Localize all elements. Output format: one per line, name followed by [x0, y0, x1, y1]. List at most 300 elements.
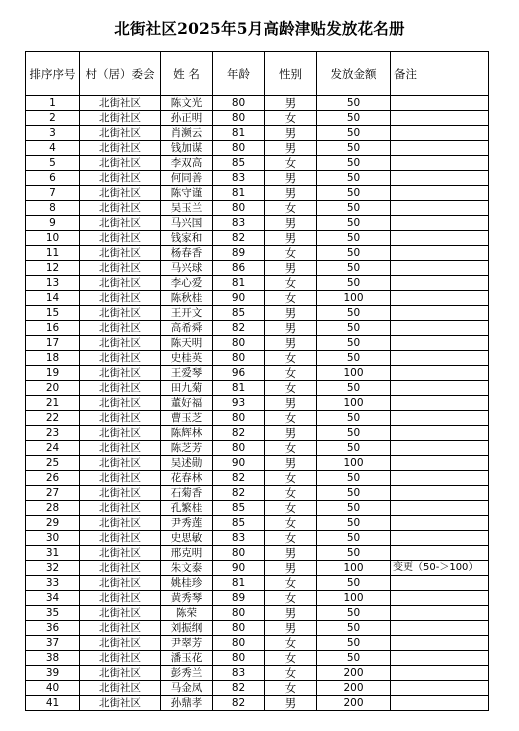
table-row: [26, 321, 489, 336]
cell-index: 31: [26, 546, 80, 561]
cell-age: 81: [213, 276, 265, 291]
cell-index: 19: [26, 366, 80, 381]
cell-committee: 北街社区: [80, 366, 161, 381]
table-row: [26, 441, 489, 456]
cell-name: 石菊香: [161, 486, 213, 501]
table-row: [26, 636, 489, 651]
cell-age: 81: [213, 576, 265, 591]
cell-remarks: [391, 471, 489, 486]
table-row: [26, 351, 489, 366]
cell-name: 肖濒云: [161, 126, 213, 141]
table-row: [26, 366, 489, 381]
cell-committee: 北街社区: [80, 141, 161, 156]
cell-name: 尹翠芳: [161, 636, 213, 651]
cell-gender: 女: [265, 351, 317, 366]
table-row: [26, 696, 489, 711]
cell-name: 陈文光: [161, 96, 213, 111]
cell-remarks: [391, 546, 489, 561]
cell-remarks: [391, 261, 489, 276]
cell-index: 22: [26, 411, 80, 426]
cell-remarks: [391, 216, 489, 231]
cell-name: 高希舜: [161, 321, 213, 336]
cell-index: 21: [26, 396, 80, 411]
cell-gender: 男: [265, 96, 317, 111]
cell-remarks: [391, 651, 489, 666]
table-row: [26, 546, 489, 561]
cell-committee: 北街社区: [80, 696, 161, 711]
cell-remarks: [391, 96, 489, 111]
cell-gender: 女: [265, 276, 317, 291]
cell-committee: 北街社区: [80, 501, 161, 516]
cell-age: 82: [213, 486, 265, 501]
cell-gender: 女: [265, 651, 317, 666]
cell-amount: 50: [317, 321, 391, 336]
table-row: [26, 141, 489, 156]
cell-name: 史思敏: [161, 531, 213, 546]
cell-name: 朱文泰: [161, 561, 213, 576]
cell-name: 邢克明: [161, 546, 213, 561]
cell-amount: 50: [317, 486, 391, 501]
cell-gender: 女: [265, 246, 317, 261]
cell-index: 39: [26, 666, 80, 681]
cell-age: 81: [213, 381, 265, 396]
cell-committee: 北街社区: [80, 351, 161, 366]
cell-name: 陈天明: [161, 336, 213, 351]
cell-remarks: [391, 381, 489, 396]
cell-age: 85: [213, 516, 265, 531]
cell-amount: 50: [317, 336, 391, 351]
cell-gender: 女: [265, 471, 317, 486]
cell-remarks: [391, 141, 489, 156]
cell-committee: 北街社区: [80, 636, 161, 651]
cell-remarks: [391, 531, 489, 546]
cell-committee: 北街社区: [80, 246, 161, 261]
table-row: [26, 231, 489, 246]
cell-name: 孙正明: [161, 111, 213, 126]
cell-age: 80: [213, 636, 265, 651]
cell-index: 2: [26, 111, 80, 126]
cell-gender: 女: [265, 531, 317, 546]
cell-name: 董好福: [161, 396, 213, 411]
cell-gender: 男: [265, 126, 317, 141]
table-row: [26, 606, 489, 621]
cell-gender: 男: [265, 141, 317, 156]
table-row: [26, 666, 489, 681]
cell-index: 4: [26, 141, 80, 156]
cell-age: 83: [213, 171, 265, 186]
table-row: [26, 576, 489, 591]
cell-name: 黄秀琴: [161, 591, 213, 606]
allowance-table: [25, 51, 489, 711]
cell-index: 13: [26, 276, 80, 291]
cell-name: 史桂英: [161, 351, 213, 366]
cell-name: 陈辉林: [161, 426, 213, 441]
cell-index: 9: [26, 216, 80, 231]
cell-age: 86: [213, 261, 265, 276]
table-row: [26, 156, 489, 171]
cell-amount: 50: [317, 411, 391, 426]
cell-index: 23: [26, 426, 80, 441]
cell-remarks: [391, 186, 489, 201]
cell-name: 马金凤: [161, 681, 213, 696]
cell-committee: 北街社区: [80, 336, 161, 351]
column-header-remarks: 备注: [391, 52, 489, 96]
cell-name: 马兴球: [161, 261, 213, 276]
cell-committee: 北街社区: [80, 621, 161, 636]
cell-age: 80: [213, 201, 265, 216]
cell-committee: 北街社区: [80, 111, 161, 126]
cell-age: 82: [213, 321, 265, 336]
cell-name: 刘振纲: [161, 621, 213, 636]
cell-gender: 男: [265, 606, 317, 621]
cell-gender: 男: [265, 396, 317, 411]
cell-gender: 女: [265, 486, 317, 501]
table-row: [26, 681, 489, 696]
table-row: [26, 276, 489, 291]
cell-age: 80: [213, 111, 265, 126]
cell-remarks: [391, 156, 489, 171]
cell-gender: 男: [265, 231, 317, 246]
cell-amount: 100: [317, 561, 391, 576]
cell-age: 80: [213, 621, 265, 636]
cell-index: 5: [26, 156, 80, 171]
cell-committee: 北街社区: [80, 426, 161, 441]
cell-gender: 女: [265, 681, 317, 696]
cell-amount: 50: [317, 186, 391, 201]
table-row: [26, 246, 489, 261]
cell-gender: 女: [265, 366, 317, 381]
cell-committee: 北街社区: [80, 291, 161, 306]
cell-index: 8: [26, 201, 80, 216]
cell-index: 7: [26, 186, 80, 201]
cell-name: 孔繁桂: [161, 501, 213, 516]
cell-index: 11: [26, 246, 80, 261]
cell-name: 尹秀莲: [161, 516, 213, 531]
cell-index: 32: [26, 561, 80, 576]
cell-age: 80: [213, 411, 265, 426]
cell-committee: 北街社区: [80, 516, 161, 531]
cell-committee: 北街社区: [80, 681, 161, 696]
cell-index: 34: [26, 591, 80, 606]
cell-committee: 北街社区: [80, 216, 161, 231]
cell-age: 82: [213, 426, 265, 441]
cell-gender: 男: [265, 621, 317, 636]
cell-amount: 50: [317, 351, 391, 366]
cell-remarks: [391, 171, 489, 186]
cell-gender: 男: [265, 456, 317, 471]
cell-name: 田九菊: [161, 381, 213, 396]
table-row: [26, 516, 489, 531]
cell-gender: 女: [265, 591, 317, 606]
cell-committee: 北街社区: [80, 201, 161, 216]
column-header-amount: 发放金额: [317, 52, 391, 96]
cell-remarks: [391, 681, 489, 696]
cell-name: 彭秀兰: [161, 666, 213, 681]
cell-gender: 男: [265, 186, 317, 201]
cell-name: 花春林: [161, 471, 213, 486]
cell-index: 25: [26, 456, 80, 471]
cell-age: 81: [213, 186, 265, 201]
table-row: [26, 171, 489, 186]
cell-remarks: [391, 591, 489, 606]
cell-amount: 50: [317, 531, 391, 546]
cell-name: 陈守谨: [161, 186, 213, 201]
cell-name: 李双高: [161, 156, 213, 171]
cell-amount: 100: [317, 291, 391, 306]
cell-index: 41: [26, 696, 80, 711]
cell-index: 28: [26, 501, 80, 516]
cell-remarks: [391, 321, 489, 336]
cell-remarks: [391, 201, 489, 216]
cell-name: 孙鼎孝: [161, 696, 213, 711]
cell-name: 陈荣: [161, 606, 213, 621]
cell-name: 吴玉兰: [161, 201, 213, 216]
cell-gender: 男: [265, 336, 317, 351]
cell-index: 16: [26, 321, 80, 336]
cell-age: 83: [213, 531, 265, 546]
cell-name: 王开文: [161, 306, 213, 321]
cell-remarks: [391, 411, 489, 426]
cell-committee: 北街社区: [80, 666, 161, 681]
cell-gender: 男: [265, 546, 317, 561]
cell-amount: 50: [317, 216, 391, 231]
cell-gender: 女: [265, 666, 317, 681]
cell-amount: 50: [317, 306, 391, 321]
cell-gender: 男: [265, 261, 317, 276]
cell-committee: 北街社区: [80, 411, 161, 426]
cell-index: 30: [26, 531, 80, 546]
cell-amount: 50: [317, 441, 391, 456]
cell-remarks: [391, 576, 489, 591]
cell-name: 马兴国: [161, 216, 213, 231]
cell-age: 93: [213, 396, 265, 411]
cell-name: 钱家和: [161, 231, 213, 246]
cell-committee: 北街社区: [80, 441, 161, 456]
table-row: [26, 651, 489, 666]
cell-age: 80: [213, 606, 265, 621]
cell-remarks: [391, 636, 489, 651]
cell-amount: 50: [317, 171, 391, 186]
table-row: [26, 411, 489, 426]
cell-remarks: [391, 126, 489, 141]
cell-age: 82: [213, 696, 265, 711]
cell-remarks: [391, 696, 489, 711]
cell-gender: 男: [265, 696, 317, 711]
cell-committee: 北街社区: [80, 396, 161, 411]
table-row: [26, 216, 489, 231]
column-header-name: 姓 名: [161, 52, 213, 96]
table-row: [26, 396, 489, 411]
cell-committee: 北街社区: [80, 96, 161, 111]
cell-name: 陈秋桂: [161, 291, 213, 306]
cell-remarks: [391, 516, 489, 531]
cell-name: 杨春香: [161, 246, 213, 261]
cell-remarks: [391, 426, 489, 441]
cell-index: 3: [26, 126, 80, 141]
cell-gender: 女: [265, 381, 317, 396]
table-row: [26, 486, 489, 501]
cell-committee: 北街社区: [80, 231, 161, 246]
cell-remarks: [391, 606, 489, 621]
cell-amount: 50: [317, 276, 391, 291]
cell-age: 80: [213, 141, 265, 156]
cell-amount: 50: [317, 261, 391, 276]
cell-gender: 男: [265, 561, 317, 576]
page-title: 北街社区2025年5月高龄津贴发放花名册: [114, 19, 405, 38]
cell-amount: 50: [317, 621, 391, 636]
table-row: [26, 291, 489, 306]
cell-amount: 50: [317, 546, 391, 561]
table-row: [26, 456, 489, 471]
table-row: [26, 531, 489, 546]
cell-gender: 男: [265, 171, 317, 186]
cell-gender: 男: [265, 321, 317, 336]
cell-gender: 女: [265, 411, 317, 426]
cell-age: 81: [213, 126, 265, 141]
cell-gender: 女: [265, 156, 317, 171]
column-header-committee: 村（居）委会: [80, 52, 161, 96]
cell-index: 6: [26, 171, 80, 186]
cell-amount: 50: [317, 426, 391, 441]
cell-amount: 50: [317, 111, 391, 126]
cell-amount: 50: [317, 201, 391, 216]
cell-remarks: [391, 231, 489, 246]
cell-age: 82: [213, 231, 265, 246]
table-row: [26, 591, 489, 606]
cell-index: 12: [26, 261, 80, 276]
cell-committee: 北街社区: [80, 186, 161, 201]
cell-committee: 北街社区: [80, 276, 161, 291]
cell-age: 85: [213, 306, 265, 321]
cell-remarks: [391, 306, 489, 321]
cell-committee: 北街社区: [80, 531, 161, 546]
cell-amount: 50: [317, 381, 391, 396]
table-row: [26, 96, 489, 111]
cell-remarks: 变更（50-＞100）: [391, 561, 489, 576]
cell-amount: 50: [317, 96, 391, 111]
cell-index: 29: [26, 516, 80, 531]
cell-gender: 女: [265, 636, 317, 651]
cell-index: 38: [26, 651, 80, 666]
cell-index: 33: [26, 576, 80, 591]
cell-remarks: [391, 351, 489, 366]
cell-index: 24: [26, 441, 80, 456]
cell-index: 15: [26, 306, 80, 321]
cell-remarks: [391, 441, 489, 456]
cell-amount: 50: [317, 471, 391, 486]
table-row: [26, 261, 489, 276]
cell-committee: 北街社区: [80, 321, 161, 336]
cell-amount: 50: [317, 141, 391, 156]
cell-remarks: [391, 456, 489, 471]
cell-committee: 北街社区: [80, 171, 161, 186]
cell-amount: 100: [317, 396, 391, 411]
cell-age: 90: [213, 561, 265, 576]
table-row: [26, 426, 489, 441]
column-header-index: 排序序号: [26, 52, 80, 96]
cell-amount: 50: [317, 156, 391, 171]
cell-remarks: [391, 501, 489, 516]
cell-age: 90: [213, 456, 265, 471]
cell-index: 1: [26, 96, 80, 111]
cell-age: 83: [213, 666, 265, 681]
cell-age: 85: [213, 156, 265, 171]
table-row: [26, 471, 489, 486]
cell-age: 83: [213, 216, 265, 231]
cell-name: 姚桂珍: [161, 576, 213, 591]
cell-remarks: [391, 276, 489, 291]
cell-name: 曹玉芝: [161, 411, 213, 426]
cell-amount: 50: [317, 576, 391, 591]
cell-amount: 100: [317, 456, 391, 471]
cell-committee: 北街社区: [80, 126, 161, 141]
cell-amount: 50: [317, 231, 391, 246]
cell-index: 36: [26, 621, 80, 636]
cell-index: 10: [26, 231, 80, 246]
cell-committee: 北街社区: [80, 381, 161, 396]
cell-committee: 北街社区: [80, 261, 161, 276]
cell-age: 80: [213, 351, 265, 366]
cell-gender: 女: [265, 516, 317, 531]
cell-committee: 北街社区: [80, 546, 161, 561]
table-row: [26, 306, 489, 321]
cell-age: 96: [213, 366, 265, 381]
cell-index: 17: [26, 336, 80, 351]
table-row: [26, 126, 489, 141]
cell-remarks: [391, 486, 489, 501]
cell-remarks: [391, 621, 489, 636]
cell-committee: 北街社区: [80, 486, 161, 501]
cell-committee: 北街社区: [80, 156, 161, 171]
table-row: [26, 201, 489, 216]
cell-amount: 100: [317, 591, 391, 606]
cell-amount: 50: [317, 606, 391, 621]
cell-name: 何同善: [161, 171, 213, 186]
cell-age: 89: [213, 591, 265, 606]
cell-remarks: [391, 396, 489, 411]
cell-committee: 北街社区: [80, 456, 161, 471]
cell-amount: 50: [317, 501, 391, 516]
cell-age: 90: [213, 291, 265, 306]
cell-index: 27: [26, 486, 80, 501]
cell-name: 李心爱: [161, 276, 213, 291]
cell-index: 26: [26, 471, 80, 486]
cell-amount: 100: [317, 366, 391, 381]
cell-amount: 50: [317, 126, 391, 141]
cell-amount: 50: [317, 516, 391, 531]
cell-index: 14: [26, 291, 80, 306]
cell-remarks: [391, 246, 489, 261]
cell-gender: 女: [265, 501, 317, 516]
table-row: [26, 336, 489, 351]
cell-name: 王爱琴: [161, 366, 213, 381]
cell-remarks: [391, 111, 489, 126]
table-row: [26, 111, 489, 126]
cell-gender: 女: [265, 291, 317, 306]
cell-index: 37: [26, 636, 80, 651]
header-row: [26, 52, 489, 96]
cell-committee: 北街社区: [80, 576, 161, 591]
table-row: [26, 561, 489, 576]
cell-amount: 50: [317, 651, 391, 666]
cell-gender: 男: [265, 426, 317, 441]
cell-index: 35: [26, 606, 80, 621]
cell-age: 80: [213, 96, 265, 111]
table-row: [26, 186, 489, 201]
cell-amount: 50: [317, 636, 391, 651]
cell-gender: 男: [265, 306, 317, 321]
cell-name: 钱加谋: [161, 141, 213, 156]
